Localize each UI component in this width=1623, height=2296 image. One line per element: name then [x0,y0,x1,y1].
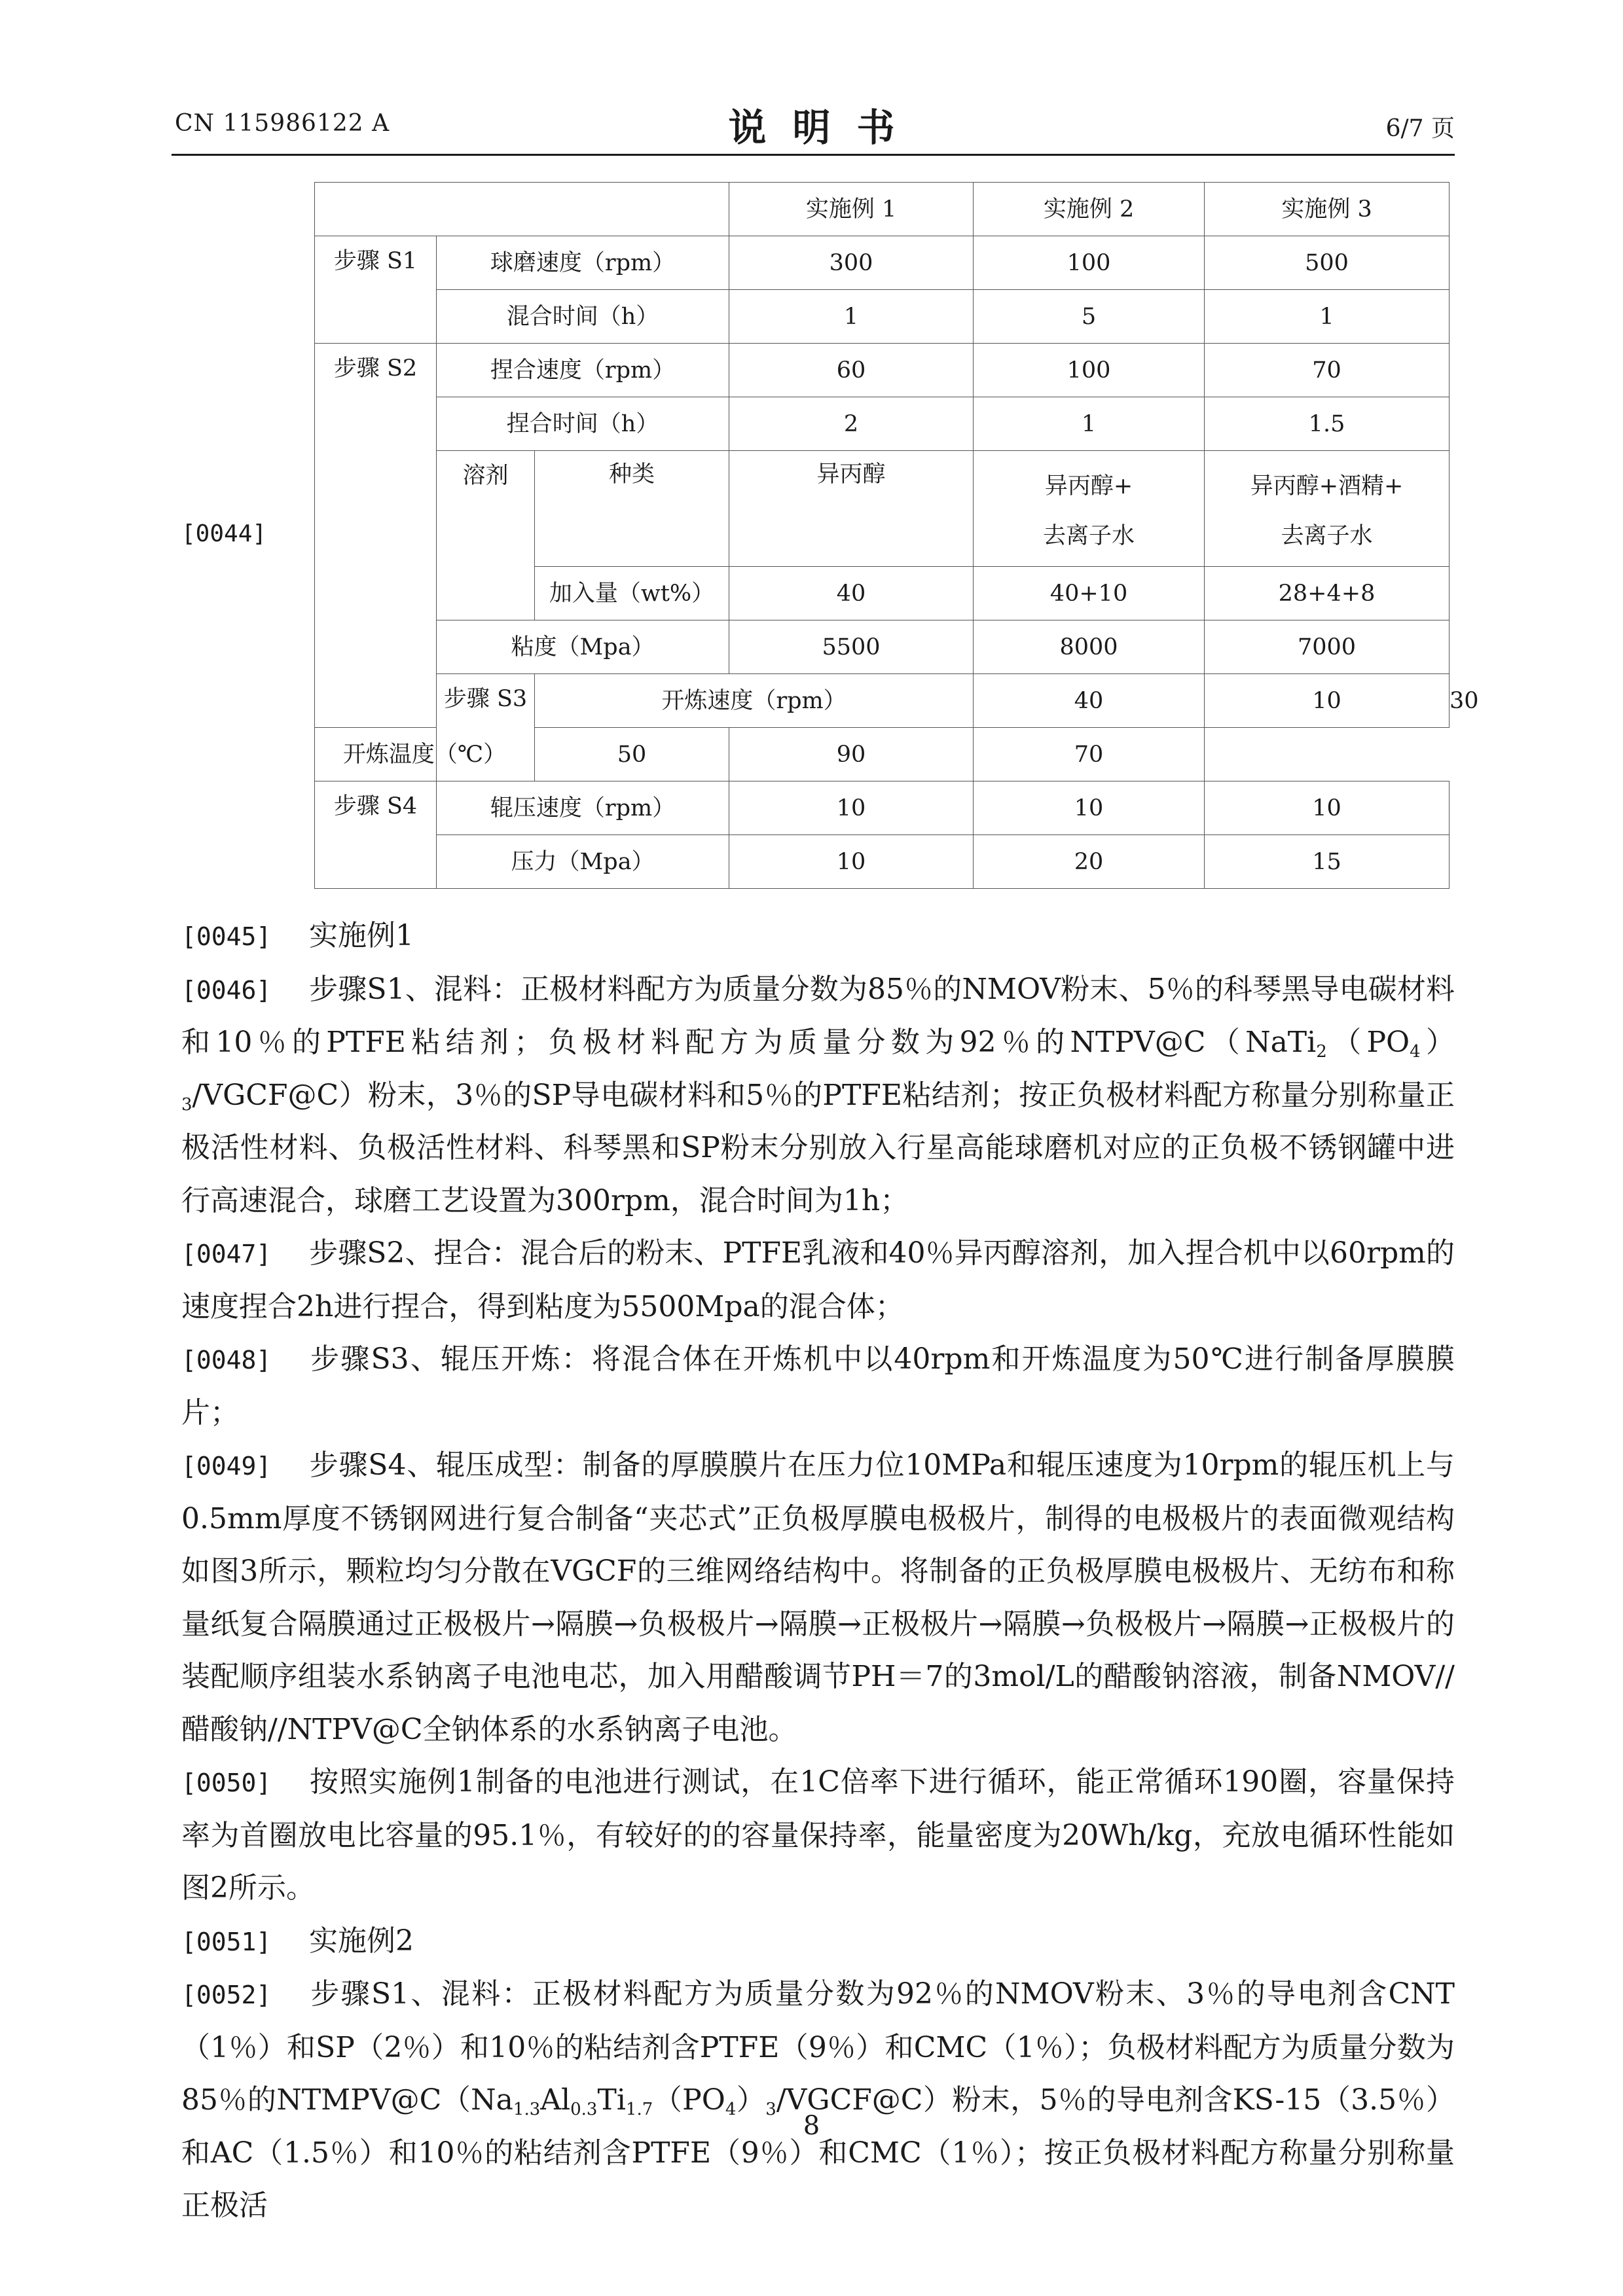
table-cell: 90 [729,728,974,781]
table-cell: 异丙醇 [729,451,974,567]
paragraph-number: [0049] [181,1452,272,1480]
paragraph-text: 实施例1 [309,919,414,952]
table-cell: 10 [729,781,974,835]
subscript: 4 [1410,1042,1421,1062]
paragraph-text: /VGCF@C）粉末，5％的导电剂含KS-15（3.5％）和AC（1.5％）和10％的粘结剂含PTFE（9％）和CMC（1％）；按正负极材料配方称量分别称量正极活 [181,2083,1455,2222]
paragraph-number: [0048] [181,1346,272,1374]
solvent-label: 溶剂 [437,451,535,620]
param-label: 球磨速度（rpm） [437,236,729,290]
paragraph-text: ） [736,2083,766,2117]
table-cell: 40+10 [974,567,1205,620]
step-label: 步骤 S3 [437,674,535,781]
paragraph-text: （PO [653,2083,725,2117]
table-cell: 20 [974,835,1205,889]
table-cell: 100 [974,236,1205,290]
param-label: 粘度（Mpa） [437,620,729,674]
param-label: 捏合速度（rpm） [437,344,729,397]
param-label: 开炼温度（℃） [315,728,535,781]
paragraph-0045 [181,910,1455,963]
subscript: 3 [765,2100,776,2119]
subscript: 3 [181,1094,192,1115]
paragraph-number: [0045] [181,922,272,951]
table-row [315,397,1450,451]
paragraph-text: 步骤S4、辊压成型：制备的厚膜膜片在压力位10MPa和辊压速度为10rpm的辊压机上与0.5mm厚度不锈钢网进行复合制备“夹芯式”正负极厚膜电极极片，制得的电极极片的表面微观结构如图3所示，颗粒均匀分散在VGCF的三维网络结构中。将制备的正负极厚膜电极极片、无纺布和称量纸复合隔膜通过正极极片→隔膜→负极极片→隔膜→正极极片→隔膜→负极极片→隔膜→正极极片的装配顺序组装水系钠离子电池电芯，加入用醋酸调节PH＝7的3mol/L的醋酸钠溶液，制备NMOV//醋酸钠//NTPV@C全钠体系的水系钠离子电池。 [181,1448,1455,1746]
subscript: 1.3 [513,2100,541,2119]
solvent-type-label: 种类 [535,451,729,567]
table-cell: 15 [1205,835,1450,889]
publication-number: CN 115986122 A [175,110,390,137]
table-cell: 1 [974,397,1205,451]
table-cell: 8000 [974,620,1205,674]
subscript: 4 [725,2100,737,2119]
paragraph-text: Ti [597,2083,626,2117]
table-cell: 70 [1205,344,1450,397]
table-corner-cell [315,183,729,236]
paragraph-text: 步骤S1、混料：正极材料配方为质量分数为92％的NMOV粉末、3％的导电剂含CNT（1％）和SP（2％）和10％的粘结剂含PTFE（9％）和CMC（1％）；负极材料配方为质量分数为85％的NTMPV@C（Na [181,1977,1455,2117]
subscript: 0.3 [570,2100,598,2119]
paragraph-0051 [181,1915,1455,1969]
step-label: 步骤 S2 [315,344,437,728]
table-cell: 10 [1205,781,1450,835]
page-header [0,0,1623,151]
table-cell: 500 [1205,236,1450,290]
table-cell: 1 [729,290,974,344]
paragraph-text: 步骤S3、辊压开炼：将混合体在开炼机中以40rpm和开炼温度为50℃进行制备厚膜膜片； [181,1342,1455,1429]
table-cell: 300 [729,236,974,290]
page-number: 8 [803,2111,820,2141]
table-row [315,781,1450,835]
header-divider [172,154,1455,156]
subscript: 1.7 [625,2100,653,2119]
param-label: 混合时间（h） [437,290,729,344]
table-cell: 10 [729,835,974,889]
table-row [315,451,1450,567]
step-label: 步骤 S1 [315,236,437,344]
table-row [315,835,1450,889]
table-cell: 10 [1205,674,1450,728]
table-cell: 2 [729,397,974,451]
description-body [181,910,1455,2233]
table-cell: 100 [974,344,1205,397]
paragraph-0046 [181,963,1455,1228]
table-row [315,236,1450,290]
step-label: 步骤 S4 [315,781,437,889]
table-cell: 10 [974,781,1205,835]
table-cell: 7000 [1205,620,1450,674]
paragraph-text: 实施例2 [309,1924,414,1958]
table-header-row [315,183,1450,236]
solvent-amount-label: 加入量（wt%） [535,567,729,620]
table-cell: 70 [974,728,1205,781]
table-cell: 60 [729,344,974,397]
subscript: 2 [1316,1042,1327,1062]
table-cell: 1.5 [1205,397,1450,451]
table-cell: 28+4+8 [1205,567,1450,620]
paragraph-0049 [181,1439,1455,1756]
paragraph-number: [0046] [181,975,272,1005]
table-row: 步骤 S3 开炼速度（rpm） 40 10 30 [315,674,1450,728]
param-label: 捏合时间（h） [437,397,729,451]
col-header: 实施例 2 [974,183,1205,236]
paragraph-text: 步骤S2、捏合：混合后的粉末、PTFE乳液和40％异丙醇溶剂，加入捏合机中以60rpm的速度捏合2h进行捏合，得到粘度为5500Mpa的混合体； [181,1236,1455,1323]
paragraph-text: /VGCF@C）粉末，3％的SP导电碳材料和5％的PTFE粘结剂；按正负极材料配方称量分别称量正极活性材料、负极活性材料、科琴黑和SP粉末分别放入行星高能球磨机对应的正负极不锈钢罐中进行高速混合，球磨工艺设置为300rpm，混合时间为1h； [181,1078,1455,1217]
table-cell: 5500 [729,620,974,674]
table-cell: 5 [974,290,1205,344]
param-label: 辊压速度（rpm） [437,781,729,835]
paragraph-text: （PO [1326,1026,1410,1059]
col-header: 实施例 1 [729,183,974,236]
paragraph-text: ） [1420,1026,1455,1059]
paragraph-0047 [181,1227,1455,1333]
param-label: 压力（Mpa） [437,835,729,889]
paragraph-text: 步骤S1、混料：正极材料配方为质量分数为85％的NMOV粉末、5％的科琴黑导电碳材料和10％的PTFE粘结剂；负极材料配方为质量分数为92％的NTPV@C（NaTi [181,972,1455,1059]
paragraph-number: [0047] [181,1240,272,1268]
table-cell: 异丙醇+ 去离子水 [974,451,1205,567]
paragraph-text: Al [540,2083,571,2117]
paragraph-text: 按照实施例1制备的电池进行测试，在1C倍率下进行循环，能正常循环190圈，容量保持率为首圈放电比容量的95.1％，有较好的的容量保持率，能量密度为20Wh/kg，充放电循环性能如图2所示。 [181,1765,1455,1905]
table-cell: 40 [729,567,974,620]
table-paragraph-number: [0044] [181,520,267,547]
param-label: 开炼速度（rpm） [535,674,974,728]
page-indicator: 6/7 页 [1385,115,1455,142]
paragraph-number: [0050] [181,1768,272,1797]
paragraph-number: [0052] [181,1981,272,2009]
table-cell: 50 [535,728,729,781]
process-parameter-table [314,182,1479,889]
table-row [315,290,1450,344]
paragraph-0052 [181,1968,1455,2233]
table-row [315,620,1450,674]
table-row [315,344,1450,397]
document-title: 说明书 [728,105,921,150]
paragraph-number: [0051] [181,1927,272,1956]
col-header: 实施例 3 [1205,183,1450,236]
table-cell: 1 [1205,290,1450,344]
paragraph-0048 [181,1333,1455,1439]
table-row [315,728,1450,781]
table-cell: 40 [974,674,1205,728]
paragraph-0050 [181,1756,1455,1915]
table-cell: 异丙醇+酒精+ 去离子水 [1205,451,1450,567]
